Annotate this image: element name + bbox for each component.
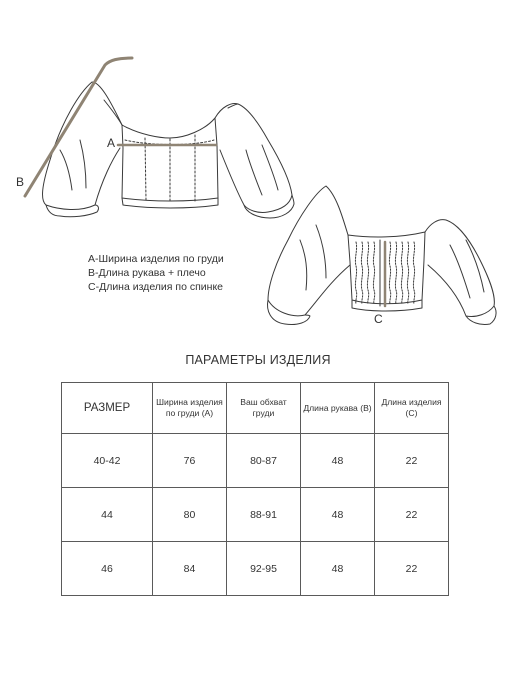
legend-item-a: A-Ширина изделия по груди [88, 253, 224, 265]
cell-chest-width: 84 [153, 542, 227, 596]
measure-line-b [25, 58, 132, 196]
cell-garment-length: 22 [375, 434, 449, 488]
label-c: C [374, 312, 383, 326]
cell-garment-length: 22 [375, 488, 449, 542]
header-bust-girth: Ваш обхват груди [227, 383, 301, 434]
cell-sleeve-length: 48 [301, 434, 375, 488]
cell-sleeve-length: 48 [301, 488, 375, 542]
label-b: B [16, 175, 25, 189]
cell-sleeve-length: 48 [301, 542, 375, 596]
header-chest-width: Ширина изделия по груди (А) [153, 383, 227, 434]
table-row [62, 542, 449, 596]
cell-garment-length: 22 [375, 542, 449, 596]
legend-item-c: C-Длина изделия по спинке [88, 281, 223, 293]
label-a: A [107, 136, 116, 150]
garment-sketches [0, 0, 516, 340]
cell-size: 44 [62, 488, 153, 542]
front-view-sketch [43, 82, 294, 218]
header-size: РАЗМЕР [62, 383, 153, 434]
cell-bust-girth: 80-87 [227, 434, 301, 488]
cell-chest-width: 80 [153, 488, 227, 542]
cell-size: 46 [62, 542, 153, 596]
cell-size: 40-42 [62, 434, 153, 488]
size-parameters-table [61, 382, 449, 596]
back-view-sketch [268, 186, 497, 325]
header-garment-length: Длина изделия (С) [375, 383, 449, 434]
cell-bust-girth: 92-95 [227, 542, 301, 596]
cell-chest-width: 76 [153, 434, 227, 488]
table-title: ПАРАМЕТРЫ ИЗДЕЛИЯ [185, 353, 331, 367]
table-row [62, 488, 449, 542]
legend-item-b: B-Длина рукава + плечо [88, 267, 206, 279]
table-row [62, 434, 449, 488]
cell-bust-girth: 88-91 [227, 488, 301, 542]
table-header-row [62, 383, 449, 434]
measurement-legend [88, 252, 224, 294]
header-sleeve-length: Длина рукава (В) [301, 383, 375, 434]
